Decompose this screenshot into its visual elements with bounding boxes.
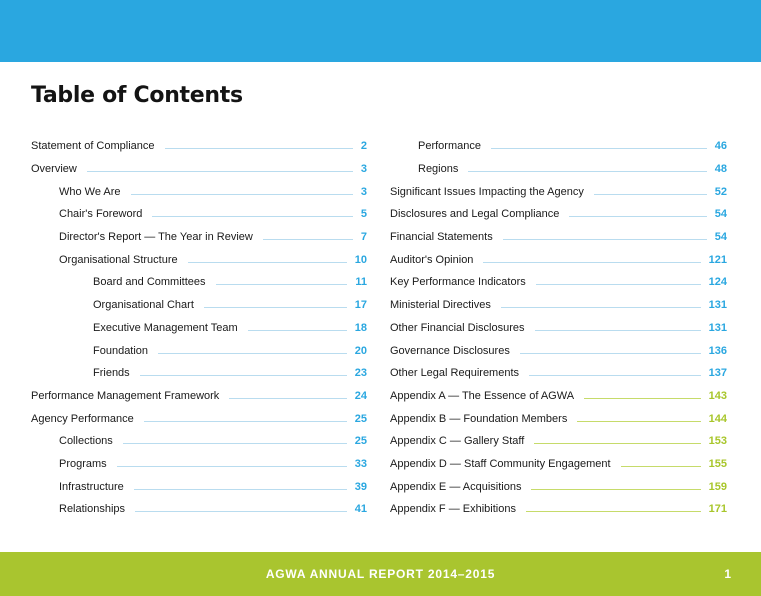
toc-page-number: 121 — [708, 253, 727, 266]
toc-entry[interactable] — [31, 317, 367, 340]
toc-page-number: 137 — [708, 367, 727, 380]
toc-entry-label: Appendix F — Exhibitions — [390, 503, 516, 516]
page-title: Table of Contents — [31, 83, 243, 108]
toc-entry-label: Director's Report — The Year in Review — [59, 231, 253, 244]
toc-page-number: 25 — [354, 435, 367, 448]
toc-entry-label: Collections — [59, 435, 113, 448]
toc-entry-label: Significant Issues Impacting the Agency — [390, 185, 584, 198]
toc-entry[interactable] — [390, 317, 727, 340]
toc-entry[interactable] — [31, 385, 367, 408]
toc-left-column — [31, 135, 367, 521]
toc-entry[interactable] — [31, 453, 367, 476]
toc-entry-label: Other Legal Requirements — [390, 367, 520, 380]
toc-leader-line — [152, 216, 352, 217]
toc-entry[interactable] — [31, 158, 367, 181]
toc-entry[interactable] — [31, 180, 367, 203]
toc-leader-line — [584, 398, 701, 399]
toc-leader-line — [621, 466, 701, 467]
toc-page-number: 54 — [714, 208, 727, 221]
toc-page-number: 46 — [714, 140, 727, 153]
toc-entry-label: Organisational Chart — [93, 299, 194, 312]
toc-leader-line — [248, 330, 347, 331]
toc-entry-label: Infrastructure — [59, 480, 124, 493]
toc-leader-line — [131, 194, 353, 195]
toc-page-number: 171 — [708, 503, 727, 516]
toc-leader-line — [216, 284, 348, 285]
toc-page-number: 3 — [360, 163, 367, 176]
toc-page-number: 52 — [714, 185, 727, 198]
toc-entry[interactable] — [390, 180, 727, 203]
toc-entry-label: Appendix E — Acquisitions — [390, 480, 522, 493]
toc-entry[interactable] — [390, 294, 727, 317]
toc-entry-label: Friends — [93, 367, 130, 380]
toc-entry[interactable] — [390, 430, 727, 453]
toc-leader-line — [140, 375, 347, 376]
toc-entry-label: Appendix A — The Essence of AGWA — [390, 389, 575, 402]
toc-entry[interactable] — [390, 158, 727, 181]
toc-page-number: 54 — [714, 231, 727, 244]
toc-leader-line — [503, 239, 707, 240]
toc-entry-label: Appendix B — Foundation Members — [390, 412, 568, 425]
toc-entry-label: Auditor's Opinion — [390, 253, 474, 266]
toc-leader-line — [501, 307, 701, 308]
toc-entry[interactable] — [31, 430, 367, 453]
toc-page-number: 11 — [355, 276, 367, 289]
toc-page-number: 10 — [354, 253, 367, 266]
toc-leader-line — [204, 307, 347, 308]
toc-entry-label: Who We Are — [59, 185, 121, 198]
toc-entry-label: Governance Disclosures — [390, 344, 510, 357]
toc-entry[interactable] — [31, 135, 367, 158]
toc-entry[interactable] — [31, 475, 367, 498]
toc-entry[interactable] — [390, 339, 727, 362]
toc-entry[interactable] — [390, 271, 727, 294]
toc-entry[interactable] — [31, 248, 367, 271]
toc-page-number: 41 — [354, 503, 367, 516]
toc-page-number: 131 — [708, 321, 727, 334]
toc-leader-line — [569, 216, 706, 217]
toc-page-number: 131 — [708, 299, 727, 312]
toc-entry-label: Overview — [31, 163, 77, 176]
toc-entry-label: Appendix D — Staff Community Engagement — [390, 457, 611, 470]
toc-entry[interactable] — [390, 248, 727, 271]
toc-entry[interactable] — [390, 362, 727, 385]
toc-page-number: 24 — [354, 389, 367, 402]
toc-right-column — [390, 135, 727, 521]
toc-page-number: 124 — [708, 276, 727, 289]
toc-leader-line — [134, 489, 347, 490]
toc-page-number: 3 — [360, 185, 367, 198]
toc-page-number: 20 — [354, 344, 367, 357]
toc-entry[interactable] — [31, 407, 367, 430]
toc-entry[interactable] — [31, 498, 367, 521]
toc-page-number: 7 — [360, 231, 367, 244]
toc-entry-label: Financial Statements — [390, 231, 493, 244]
toc-entry[interactable] — [31, 203, 367, 226]
toc-leader-line — [135, 511, 347, 512]
toc-page-number: 23 — [354, 367, 367, 380]
toc-leader-line — [117, 466, 347, 467]
toc-entry[interactable] — [390, 203, 727, 226]
toc-page-number: 39 — [354, 480, 367, 493]
top-color-band — [0, 0, 761, 62]
toc-entry[interactable] — [31, 226, 367, 249]
toc-entry-label: Executive Management Team — [93, 321, 238, 334]
toc-entry-label: Board and Committees — [93, 276, 206, 289]
toc-leader-line — [229, 398, 346, 399]
toc-entry-label: Statement of Compliance — [31, 140, 155, 153]
toc-entry[interactable] — [390, 498, 727, 521]
toc-leader-line — [87, 171, 353, 172]
toc-entry[interactable] — [390, 407, 727, 430]
toc-entry-label: Ministerial Directives — [390, 299, 491, 312]
toc-leader-line — [526, 511, 701, 512]
toc-page-number: 155 — [708, 457, 727, 470]
toc-entry-label: Relationships — [59, 503, 126, 516]
toc-page-number: 17 — [354, 299, 367, 312]
toc-entry-label: Regions — [418, 163, 459, 176]
toc-page-number: 159 — [708, 480, 727, 493]
toc-entry-label: Performance Management Framework — [31, 389, 220, 402]
toc-entry[interactable] — [31, 294, 367, 317]
toc-page-number: 33 — [354, 457, 367, 470]
toc-leader-line — [158, 353, 347, 354]
toc-leader-line — [491, 148, 707, 149]
toc-entry-label: Performance — [418, 140, 481, 153]
toc-leader-line — [577, 421, 700, 422]
toc-leader-line — [520, 353, 701, 354]
toc-page-number: 144 — [708, 412, 727, 425]
toc-entry-label: Programs — [59, 457, 107, 470]
toc-entry[interactable] — [390, 135, 727, 158]
toc-entry-label: Appendix C — Gallery Staff — [390, 435, 525, 448]
toc-leader-line — [534, 443, 700, 444]
toc-leader-line — [594, 194, 707, 195]
toc-entry-label: Agency Performance — [31, 412, 134, 425]
toc-entry[interactable] — [390, 475, 727, 498]
toc-leader-line — [144, 421, 347, 422]
toc-leader-line — [263, 239, 353, 240]
toc-leader-line — [123, 443, 347, 444]
toc-page-number: 2 — [360, 140, 367, 153]
toc-page-number: 136 — [708, 344, 727, 357]
toc-page-number: 5 — [360, 208, 367, 221]
toc-page-number: 143 — [708, 389, 727, 402]
toc-entry[interactable] — [31, 339, 367, 362]
toc-leader-line — [535, 330, 701, 331]
toc-entry[interactable] — [390, 453, 727, 476]
toc-leader-line — [531, 489, 700, 490]
footer-page-number: 1 — [724, 567, 731, 581]
toc-leader-line — [165, 148, 353, 149]
toc-entry-label: Key Performance Indicators — [390, 276, 526, 289]
toc-entry-label: Organisational Structure — [59, 253, 178, 266]
toc-entry[interactable] — [390, 226, 727, 249]
footer-band — [0, 552, 761, 596]
toc-entry-label: Disclosures and Legal Compliance — [390, 208, 560, 221]
toc-leader-line — [483, 262, 700, 263]
toc-leader-line — [536, 284, 701, 285]
toc-entry-label: Chair's Foreword — [59, 208, 143, 221]
toc-entry[interactable] — [390, 385, 727, 408]
toc-entry-label: Other Financial Disclosures — [390, 321, 525, 334]
footer-title: AGWA ANNUAL REPORT 2014–2015 — [265, 567, 496, 581]
toc-page-number: 48 — [714, 163, 727, 176]
toc-page-number: 25 — [354, 412, 367, 425]
toc-leader-line — [529, 375, 701, 376]
toc-entry[interactable] — [31, 271, 367, 294]
toc-page-number: 18 — [354, 321, 367, 334]
toc-page-number: 153 — [708, 435, 727, 448]
toc-leader-line — [188, 262, 347, 263]
toc-entry[interactable] — [31, 362, 367, 385]
toc-entry-label: Foundation — [93, 344, 149, 357]
toc-leader-line — [468, 171, 706, 172]
